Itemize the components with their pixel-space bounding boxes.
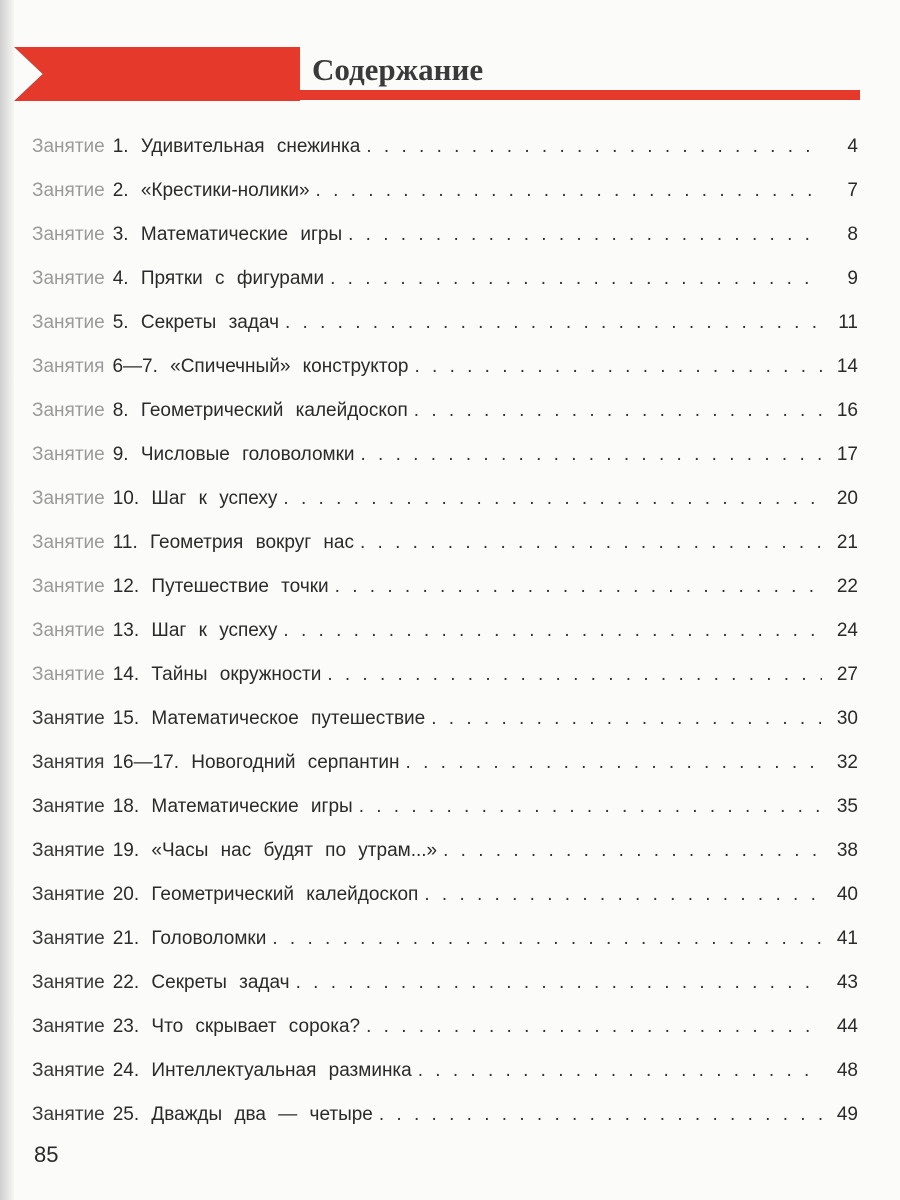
- entry-title: 12. Путешествие точки: [112, 576, 329, 597]
- entry-title: 25. Дважды два — четыре: [112, 1104, 373, 1125]
- entry-page: 22: [836, 576, 858, 597]
- leader-dots: [335, 576, 822, 598]
- leader-dots: [285, 312, 822, 334]
- leader-dots: [406, 752, 822, 774]
- entry-kind: Занятие: [32, 136, 105, 157]
- toc-entry[interactable]: [32, 488, 858, 532]
- entry-kind: Занятие: [32, 400, 105, 421]
- toc-entry[interactable]: [32, 312, 858, 356]
- entry-kind: Занятие: [32, 796, 105, 817]
- toc-entry[interactable]: [32, 840, 858, 884]
- toc-entry[interactable]: [32, 180, 858, 224]
- toc-entry[interactable]: [32, 532, 858, 576]
- entry-title: 11. Геометрия вокруг нас: [112, 532, 354, 553]
- entry-page: 7: [847, 180, 858, 201]
- entry-title: 19. «Часы нас будят по утрам...»: [112, 840, 438, 861]
- entry-page: 40: [836, 884, 858, 905]
- entry-title: 2. «Крестики-нолики»: [112, 180, 310, 201]
- leader-dots: [366, 1016, 822, 1038]
- entry-title: 14. Тайны окружности: [112, 664, 322, 685]
- entry-title: 13. Шаг к успеху: [112, 620, 278, 641]
- entry-kind: Занятие: [32, 576, 105, 597]
- toc-entry[interactable]: [32, 400, 858, 444]
- entry-title: 1. Удивительная снежинка: [112, 136, 361, 157]
- leader-dots: [359, 796, 822, 818]
- leader-dots: [283, 620, 822, 642]
- entry-page: 35: [836, 796, 858, 817]
- entry-kind: Занятие: [32, 268, 105, 289]
- entry-kind: Занятие: [32, 532, 105, 553]
- toc-entry[interactable]: [32, 928, 858, 972]
- leader-dots: [348, 224, 822, 246]
- entry-kind: Занятие: [32, 1016, 105, 1037]
- entry-page: 27: [836, 664, 858, 685]
- toc-entry[interactable]: [32, 664, 858, 708]
- entry-kind: Занятия: [32, 356, 105, 377]
- leader-dots: [283, 488, 822, 510]
- leader-dots: [296, 972, 822, 994]
- entry-page: 9: [847, 268, 858, 289]
- entry-page: 48: [836, 1060, 858, 1081]
- page-title: Содержание: [312, 52, 484, 87]
- entry-title: 15. Математическое путешествие: [112, 708, 426, 729]
- toc-entry[interactable]: [32, 444, 858, 488]
- entry-page: 41: [836, 928, 858, 949]
- entry-title: 10. Шаг к успеху: [112, 488, 278, 509]
- title-underline-bar: [298, 90, 860, 100]
- entry-title: 22. Секреты задач: [112, 972, 290, 993]
- entry-page: 32: [836, 752, 858, 773]
- entry-page: 49: [836, 1104, 858, 1125]
- toc-entry[interactable]: [32, 796, 858, 840]
- entry-page: 30: [836, 708, 858, 729]
- toc-entry[interactable]: [32, 1060, 858, 1104]
- leader-dots: [418, 1060, 822, 1082]
- toc-entry[interactable]: [32, 884, 858, 928]
- entry-kind: Занятия: [32, 752, 105, 773]
- entry-page: 14: [836, 356, 858, 377]
- entry-page: 20: [836, 488, 858, 509]
- entry-kind: Занятие: [32, 884, 105, 905]
- entry-kind: Занятие: [32, 664, 105, 685]
- leader-dots: [379, 1104, 822, 1126]
- entry-page: 24: [836, 620, 858, 641]
- toc-entry[interactable]: [32, 268, 858, 312]
- entry-page: 16: [836, 400, 858, 421]
- toc-entry[interactable]: [32, 576, 858, 620]
- leader-dots: [327, 664, 822, 686]
- entry-title: 20. Геометрический калейдоскоп: [112, 884, 419, 905]
- entry-page: 17: [836, 444, 858, 465]
- entry-title: 23. Что скрывает сорока?: [112, 1016, 361, 1037]
- entry-kind: Занятие: [32, 928, 105, 949]
- page-gutter-shadow: [0, 0, 14, 1200]
- toc-entry[interactable]: [32, 136, 858, 180]
- entry-page: 44: [836, 1016, 858, 1037]
- toc-entry[interactable]: [32, 1104, 858, 1148]
- toc-entry[interactable]: [32, 708, 858, 752]
- entry-kind: Занятие: [32, 1104, 105, 1125]
- entry-page: 43: [836, 972, 858, 993]
- entry-page: 38: [836, 840, 858, 861]
- leader-dots: [414, 400, 822, 422]
- entry-title: 9. Числовые головоломки: [112, 444, 355, 465]
- leader-dots: [414, 356, 822, 378]
- entry-kind: Занятие: [32, 180, 105, 201]
- entry-kind: Занятие: [32, 1060, 105, 1081]
- toc-entry[interactable]: [32, 752, 858, 796]
- leader-dots: [424, 884, 822, 906]
- page-number: 85: [34, 1142, 59, 1167]
- entry-kind: Занятие: [32, 224, 105, 245]
- entry-kind: Занятие: [32, 488, 105, 509]
- entry-title: 3. Математические игры: [112, 224, 343, 245]
- toc-entry[interactable]: [32, 224, 858, 268]
- entry-page: 21: [836, 532, 858, 553]
- entry-title: 18. Математические игры: [112, 796, 353, 817]
- leader-dots: [360, 532, 822, 554]
- entry-kind: Занятие: [32, 620, 105, 641]
- entry-title: 5. Секреты задач: [112, 312, 279, 333]
- entry-kind: Занятие: [32, 444, 105, 465]
- leader-dots: [366, 136, 822, 158]
- entry-title: 8. Геометрический калейдоскоп: [112, 400, 408, 421]
- entry-title: 16—17. Новогодний серпантин: [112, 752, 400, 773]
- entry-page: 11: [838, 312, 858, 333]
- entry-page: 4: [847, 136, 858, 157]
- entry-page: 8: [847, 224, 858, 245]
- leader-dots: [431, 708, 822, 730]
- leader-dots: [330, 268, 822, 290]
- entry-kind: Занятие: [32, 972, 105, 993]
- leader-dots: [316, 180, 822, 202]
- title-banner: [14, 47, 300, 101]
- entry-kind: Занятие: [32, 708, 105, 729]
- entry-title: 24. Интеллектуальная разминка: [112, 1060, 412, 1081]
- toc-entry[interactable]: [32, 972, 858, 1016]
- toc-entry[interactable]: [32, 1016, 858, 1060]
- entry-title: 4. Прятки с фигурами: [112, 268, 325, 289]
- entry-title: 21. Головоломки: [112, 928, 267, 949]
- entry-title: 6—7. «Спичечный» конструктор: [112, 356, 409, 377]
- leader-dots: [443, 840, 822, 862]
- leader-dots: [361, 444, 823, 466]
- entry-kind: Занятие: [32, 840, 105, 861]
- entry-kind: Занятие: [32, 312, 105, 333]
- leader-dots: [272, 928, 822, 950]
- toc-entry[interactable]: [32, 356, 858, 400]
- table-of-contents: [32, 136, 858, 1148]
- toc-entry[interactable]: [32, 620, 858, 664]
